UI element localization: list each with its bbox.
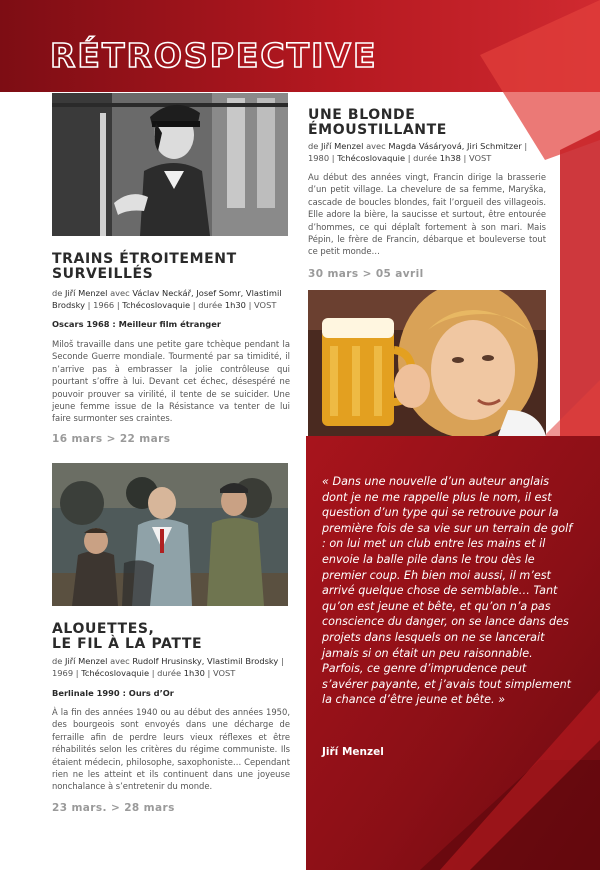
director-quote: « Dans une nouvelle d’un auteur anglais dont je ne me rappelle plus le nom, il est question d’un type qui se retrouve pour la première fois de sa vie sur un terrain de golf : on lui met un club entre les mains et il envoie la balle pile dans le trou dès le premier coup. Eh bien moi aussi, il m’est arrivé quelque chose de semblable… Tant qu’on est jeune et bête, et qu’on n’a pas conscience du danger, on se lance dans des projets dans lesquels on ne se lancerait jamais si on était un peu raisonnable. Parfois, ce genre d’imprudence peut s’avérer payante, et j’avais tout simplement la chance d’être jeune et bête. » [322, 475, 573, 707]
film-award-trains: Oscars 1968 : Meilleur film étranger [52, 319, 221, 329]
film-synopsis-alouettes: À la fin des années 1940 ou au début des années 1950, des bourgeois sont envoyés dans une décharge de ferraille afin de perdre leurs vieux réflexes et être réhabilités selon les critères du régime communiste. Ils étaient médecin, philosophe, saxophoniste… Cependant rien ne les atteint et ils continuent dans une joyeuse nonchalance à s’entretenir du monde. [52, 707, 290, 792]
film-credits-blonde: de Jiří Menzel avec Magda Vásáryová, Jiri Schmitzer | 1980 | Tchécoslovaquie | durée 1h38 | VOST [308, 141, 528, 163]
film-title-line: ÉMOUSTILLANTE [308, 122, 447, 138]
film-title-blonde [308, 108, 447, 138]
film-title-line: SURVEILLÉS [52, 266, 154, 282]
film-title-trains [52, 252, 237, 282]
film-synopsis-blonde: Au début des années vingt, Francin dirige la brasserie d’un petit village. La chevelure de sa femme, Maryška, cascade de boucles blondes, fait l’orgueil des villageois. Elle adore la bière, la saucisse et surtout, être entourée d’hommes, ce qui déplaît fortement à son mari. Mais Pépin, le frère de Francin, débarque et bouleverse tout ce petit monde… [308, 172, 546, 257]
film-title-line: TRAINS ÉTROITEMENT [52, 251, 237, 267]
film-title-line: ALOUETTES, [52, 621, 155, 637]
film-title-alouettes [52, 622, 202, 652]
film-synopsis-trains: Miloš travaille dans une petite gare tchèque pendant la Seconde Guerre mondiale. Tourmenté par sa timidité, il n’arrive pas à embrasser la jolie contrôleuse qui pourtant s’offre à lui. Devant cet échec, désespéré ne pouvoir prouver sa virilité, il tente de se suicider. Une jeune femme issue de la Résistance va tenter de lui faire surmonter ses craintes. [52, 339, 290, 424]
film-title-line: LE FIL À LA PATTE [52, 636, 203, 652]
blonde-beer-photo [308, 290, 546, 436]
film-title-line: UNE BLONDE [308, 107, 416, 123]
scrapyard-group-photo [52, 463, 288, 606]
film-dates-alouettes: 23 mars. > 28 mars [52, 802, 175, 814]
film-dates-trains: 16 mars > 22 mars [52, 433, 171, 445]
page-title: RÉTROSPECTIVE [50, 36, 378, 75]
quote-author: Jiří Menzel [322, 746, 384, 758]
film-credits-trains: de Jiří Menzel avec Václav Neckář, Josef Somr, Vlastimil Brodsky | 1966 | Tchécoslovaquie | durée 1h30 | VOST [52, 288, 282, 310]
film-dates-blonde: 30 mars > 05 avril [308, 268, 424, 280]
train-conductor-photo [52, 93, 288, 236]
film-credits-alouettes: de Jiří Menzel avec Rudolf Hrusinsky, Vlastimil Brodsky | 1969 | Tchécoslovaquie | durée 1h30 | VOST [52, 656, 284, 678]
film-award-alouettes: Berlinale 1990 : Ours d’Or [52, 688, 174, 698]
